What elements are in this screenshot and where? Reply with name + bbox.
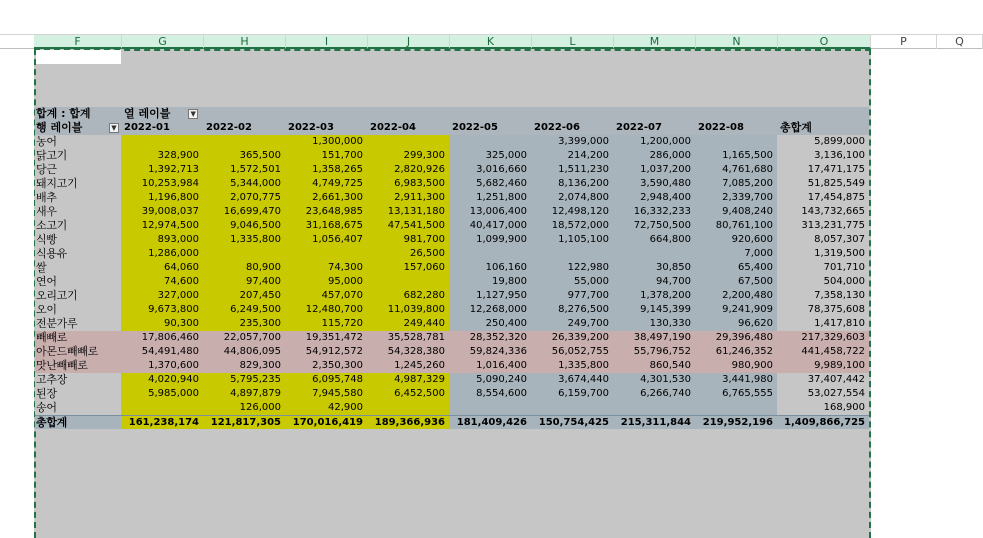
table-row[interactable] <box>35 177 869 191</box>
row-label: 아몬드빼빼로 <box>35 345 121 359</box>
table-row[interactable] <box>35 261 869 275</box>
value-cell[interactable]: 2,661,300 <box>285 191 367 205</box>
value-cell[interactable]: 1,016,400 <box>449 359 531 373</box>
value-cell[interactable]: 6,095,748 <box>285 373 367 387</box>
row-label: 돼지고기 <box>35 177 121 191</box>
value-cell[interactable]: 1,511,230 <box>531 163 613 177</box>
column-header-k[interactable]: K <box>450 35 532 49</box>
value-cell[interactable]: 56,052,755 <box>531 345 613 359</box>
value-cell[interactable]: 65,400 <box>695 261 777 275</box>
value-cell[interactable] <box>203 135 285 149</box>
value-cell[interactable] <box>449 247 531 261</box>
value-cell[interactable]: 5,090,240 <box>449 373 531 387</box>
value-cell[interactable]: 121,817,305 <box>203 415 285 429</box>
row-total-cell[interactable]: 9,989,100 <box>777 359 869 373</box>
value-cell[interactable]: 1,245,260 <box>367 359 449 373</box>
row-label: 농어 <box>35 135 121 149</box>
value-cell[interactable]: 157,060 <box>367 261 449 275</box>
value-cell[interactable]: 1,037,200 <box>613 163 695 177</box>
value-cell[interactable] <box>613 247 695 261</box>
pivot-header-row-1 <box>35 107 869 121</box>
value-cell[interactable]: 5,795,235 <box>203 373 285 387</box>
row-label: 오리고기 <box>35 289 121 303</box>
row-labels-header <box>35 121 121 135</box>
row-total-cell[interactable]: 7,358,130 <box>777 289 869 303</box>
value-cell[interactable]: 23,648,985 <box>285 205 367 219</box>
value-cell[interactable]: 1,358,265 <box>285 163 367 177</box>
value-cell[interactable] <box>531 401 613 415</box>
row-total-cell[interactable]: 504,000 <box>777 275 869 289</box>
value-cell[interactable]: 126,000 <box>203 401 285 415</box>
value-cell[interactable]: 327,000 <box>121 289 203 303</box>
grand-total-row[interactable] <box>35 415 869 429</box>
period-header: 2022-02 <box>203 121 285 135</box>
table-row[interactable] <box>35 345 869 359</box>
row-label: 연어 <box>35 275 121 289</box>
value-cell[interactable]: 55,796,752 <box>613 345 695 359</box>
value-cell[interactable]: 664,800 <box>613 233 695 247</box>
value-cell[interactable]: 1,056,407 <box>285 233 367 247</box>
period-header: 2022-04 <box>367 121 449 135</box>
value-cell[interactable]: 44,806,095 <box>203 345 285 359</box>
value-cell[interactable]: 42,900 <box>285 401 367 415</box>
table-row[interactable] <box>35 289 869 303</box>
value-cell[interactable]: 1,286,000 <box>121 247 203 261</box>
value-cell[interactable]: 38,497,190 <box>613 331 695 345</box>
value-cell[interactable]: 54,491,480 <box>121 345 203 359</box>
value-cell[interactable]: 39,008,037 <box>121 205 203 219</box>
value-cell[interactable]: 6,249,500 <box>203 303 285 317</box>
value-cell[interactable]: 150,754,425 <box>531 415 613 429</box>
value-cell[interactable]: 2,948,400 <box>613 191 695 205</box>
row-total-cell[interactable]: 17,471,175 <box>777 163 869 177</box>
value-cell[interactable]: 74,300 <box>285 261 367 275</box>
value-cell[interactable]: 4,987,329 <box>367 373 449 387</box>
value-cell[interactable]: 9,408,240 <box>695 205 777 219</box>
value-cell[interactable]: 249,440 <box>367 317 449 331</box>
row-total-cell[interactable]: 701,710 <box>777 261 869 275</box>
value-cell[interactable]: 97,400 <box>203 275 285 289</box>
row-total-cell[interactable]: 8,057,307 <box>777 233 869 247</box>
value-cell[interactable]: 40,417,000 <box>449 219 531 233</box>
row-total-cell[interactable]: 441,458,722 <box>777 345 869 359</box>
value-cell[interactable]: 54,328,380 <box>367 345 449 359</box>
table-row[interactable] <box>35 205 869 219</box>
column-header-f[interactable]: F <box>34 35 122 49</box>
value-cell[interactable]: 16,699,470 <box>203 205 285 219</box>
value-cell[interactable]: 4,020,940 <box>121 373 203 387</box>
value-cell[interactable]: 299,300 <box>367 149 449 163</box>
period-header: 2022-01 <box>121 121 203 135</box>
value-cell[interactable]: 3,441,980 <box>695 373 777 387</box>
value-cell[interactable]: 90,300 <box>121 317 203 331</box>
value-cell[interactable]: 1,200,000 <box>613 135 695 149</box>
value-cell[interactable]: 6,452,500 <box>367 387 449 401</box>
value-cell[interactable]: 19,351,472 <box>285 331 367 345</box>
value-cell[interactable]: 8,276,500 <box>531 303 613 317</box>
row-label: 맛난빼빼로 <box>35 359 121 373</box>
value-cell[interactable]: 54,912,572 <box>285 345 367 359</box>
table-row[interactable] <box>35 233 869 247</box>
row-label: 소고기 <box>35 219 121 233</box>
column-header-h[interactable]: H <box>204 35 286 49</box>
row-total-cell[interactable]: 217,329,603 <box>777 331 869 345</box>
value-cell[interactable]: 2,911,300 <box>367 191 449 205</box>
value-cell[interactable]: 30,850 <box>613 261 695 275</box>
value-cell[interactable]: 12,974,500 <box>121 219 203 233</box>
value-cell[interactable]: 17,806,460 <box>121 331 203 345</box>
row-label: 송어 <box>35 401 121 415</box>
value-cell[interactable]: 1,370,600 <box>121 359 203 373</box>
value-cell[interactable]: 3,674,440 <box>531 373 613 387</box>
column-header-bar <box>0 34 983 49</box>
period-header: 2022-08 <box>695 121 777 135</box>
value-cell[interactable]: 6,983,500 <box>367 177 449 191</box>
table-row[interactable] <box>35 219 869 233</box>
value-cell[interactable]: 2,070,775 <box>203 191 285 205</box>
table-row[interactable] <box>35 359 869 373</box>
table-row[interactable] <box>35 317 869 331</box>
grand-total-header: 총합계 <box>777 121 869 135</box>
value-cell[interactable]: 61,246,352 <box>695 345 777 359</box>
value-cell[interactable]: 7,085,200 <box>695 177 777 191</box>
value-cell[interactable]: 161,238,174 <box>121 415 203 429</box>
value-cell[interactable]: 9,046,500 <box>203 219 285 233</box>
column-filter-dropdown-icon[interactable]: ▼ <box>188 109 198 119</box>
row-total-cell[interactable]: 3,136,100 <box>777 149 869 163</box>
table-row[interactable] <box>35 373 869 387</box>
column-header-j[interactable]: J <box>368 35 450 49</box>
value-cell[interactable] <box>121 135 203 149</box>
value-cell[interactable]: 59,824,336 <box>449 345 531 359</box>
value-cell[interactable]: 16,332,233 <box>613 205 695 219</box>
value-cell[interactable]: 115,720 <box>285 317 367 331</box>
value-cell[interactable] <box>367 135 449 149</box>
table-row[interactable] <box>35 387 869 401</box>
table-row[interactable] <box>35 401 869 415</box>
value-cell[interactable]: 1,378,200 <box>613 289 695 303</box>
value-cell[interactable]: 5,682,460 <box>449 177 531 191</box>
value-cell[interactable]: 80,761,100 <box>695 219 777 233</box>
table-row[interactable] <box>35 247 869 261</box>
value-cell[interactable]: 1,105,100 <box>531 233 613 247</box>
column-header-i[interactable]: I <box>286 35 368 49</box>
value-cell[interactable]: 1,300,000 <box>285 135 367 149</box>
value-cell[interactable]: 893,000 <box>121 233 203 247</box>
row-label: 식용유 <box>35 247 121 261</box>
value-cell[interactable]: 13,131,180 <box>367 205 449 219</box>
value-cell[interactable]: 1,251,800 <box>449 191 531 205</box>
table-row[interactable] <box>35 149 869 163</box>
row-label: 당근 <box>35 163 121 177</box>
value-cell[interactable]: 6,765,555 <box>695 387 777 401</box>
row-label: 쌀 <box>35 261 121 275</box>
value-cell[interactable]: 980,900 <box>695 359 777 373</box>
value-cell[interactable]: 18,572,000 <box>531 219 613 233</box>
period-header: 2022-07 <box>613 121 695 135</box>
value-cell[interactable]: 9,145,399 <box>613 303 695 317</box>
value-cell[interactable]: 74,600 <box>121 275 203 289</box>
value-cell[interactable]: 22,057,700 <box>203 331 285 345</box>
value-cell[interactable]: 286,000 <box>613 149 695 163</box>
row-labels-text: 행 레이블 <box>36 121 83 134</box>
value-cell[interactable]: 6,159,700 <box>531 387 613 401</box>
row-total-cell[interactable]: 1,409,866,725 <box>777 415 869 429</box>
column-header-n[interactable]: N <box>696 35 778 49</box>
value-cell[interactable]: 2,200,480 <box>695 289 777 303</box>
row-total-cell[interactable]: 5,899,000 <box>777 135 869 149</box>
value-cell[interactable]: 12,480,700 <box>285 303 367 317</box>
column-header-p[interactable]: P <box>871 35 937 49</box>
value-cell[interactable]: 325,000 <box>449 149 531 163</box>
column-labels-text: 열 레이블 <box>124 107 171 120</box>
value-cell[interactable]: 920,600 <box>695 233 777 247</box>
column-labels-header <box>121 107 869 121</box>
value-cell[interactable]: 4,749,725 <box>285 177 367 191</box>
row-label: 배추 <box>35 191 121 205</box>
value-cell[interactable]: 1,335,800 <box>203 233 285 247</box>
value-cell[interactable]: 682,280 <box>367 289 449 303</box>
pivot-header-row-2 <box>35 121 869 135</box>
table-row[interactable] <box>35 275 869 289</box>
period-header: 2022-03 <box>285 121 367 135</box>
value-cell[interactable]: 4,301,530 <box>613 373 695 387</box>
value-cell[interactable]: 977,700 <box>531 289 613 303</box>
period-header: 2022-05 <box>449 121 531 135</box>
value-cell[interactable]: 981,700 <box>367 233 449 247</box>
value-cell[interactable] <box>531 247 613 261</box>
row-label: 총합계 <box>35 415 121 429</box>
column-header-o[interactable]: O <box>778 35 871 49</box>
value-cell[interactable]: 189,366,936 <box>367 415 449 429</box>
row-total-cell[interactable]: 313,231,775 <box>777 219 869 233</box>
value-cell[interactable]: 1,165,500 <box>695 149 777 163</box>
value-cell[interactable]: 6,266,740 <box>613 387 695 401</box>
row-total-cell[interactable]: 17,454,875 <box>777 191 869 205</box>
value-cell[interactable]: 250,400 <box>449 317 531 331</box>
value-cell[interactable]: 94,700 <box>613 275 695 289</box>
value-cell[interactable] <box>203 247 285 261</box>
value-cell[interactable]: 47,541,500 <box>367 219 449 233</box>
value-cell[interactable]: 96,620 <box>695 317 777 331</box>
row-label: 전분가루 <box>35 317 121 331</box>
value-cell[interactable]: 35,528,781 <box>367 331 449 345</box>
value-cell[interactable]: 170,016,419 <box>285 415 367 429</box>
value-cell[interactable]: 7,945,580 <box>285 387 367 401</box>
value-cell[interactable] <box>285 247 367 261</box>
value-cell[interactable]: 19,800 <box>449 275 531 289</box>
value-cell[interactable]: 1,392,713 <box>121 163 203 177</box>
row-total-cell[interactable]: 53,027,554 <box>777 387 869 401</box>
value-cell[interactable]: 64,060 <box>121 261 203 275</box>
value-cell[interactable]: 130,330 <box>613 317 695 331</box>
value-cell[interactable]: 2,074,800 <box>531 191 613 205</box>
value-cell[interactable] <box>695 135 777 149</box>
value-cell[interactable]: 235,300 <box>203 317 285 331</box>
row-total-cell[interactable]: 1,417,810 <box>777 317 869 331</box>
row-total-cell[interactable]: 51,825,549 <box>777 177 869 191</box>
value-cell[interactable]: 9,241,909 <box>695 303 777 317</box>
value-cell[interactable]: 31,168,675 <box>285 219 367 233</box>
value-cell[interactable]: 3,590,480 <box>613 177 695 191</box>
value-cell[interactable]: 26,500 <box>367 247 449 261</box>
table-row[interactable] <box>35 303 869 317</box>
value-cell[interactable]: 1,572,501 <box>203 163 285 177</box>
value-cell[interactable]: 3,016,660 <box>449 163 531 177</box>
value-cell[interactable]: 72,750,500 <box>613 219 695 233</box>
row-total-cell[interactable]: 143,732,665 <box>777 205 869 219</box>
value-cell[interactable]: 2,820,926 <box>367 163 449 177</box>
value-cell[interactable]: 10,253,984 <box>121 177 203 191</box>
value-cell[interactable]: 1,127,950 <box>449 289 531 303</box>
value-cell[interactable]: 207,450 <box>203 289 285 303</box>
value-cell[interactable]: 219,952,196 <box>695 415 777 429</box>
value-cell[interactable]: 95,000 <box>285 275 367 289</box>
value-cell[interactable]: 249,700 <box>531 317 613 331</box>
value-cell[interactable]: 4,897,879 <box>203 387 285 401</box>
value-cell[interactable]: 80,900 <box>203 261 285 275</box>
row-label: 닭고기 <box>35 149 121 163</box>
value-cell[interactable]: 2,350,300 <box>285 359 367 373</box>
value-cell[interactable]: 4,761,680 <box>695 163 777 177</box>
row-total-cell[interactable]: 1,319,500 <box>777 247 869 261</box>
value-cell[interactable]: 67,500 <box>695 275 777 289</box>
period-header: 2022-06 <box>531 121 613 135</box>
column-header-q[interactable]: Q <box>937 35 983 49</box>
value-cell[interactable]: 215,311,844 <box>613 415 695 429</box>
column-header-m[interactable]: M <box>614 35 696 49</box>
table-row[interactable] <box>35 191 869 205</box>
value-cell[interactable]: 8,554,600 <box>449 387 531 401</box>
value-cell[interactable]: 1,099,900 <box>449 233 531 247</box>
row-total-cell[interactable]: 78,375,608 <box>777 303 869 317</box>
value-cell[interactable]: 214,200 <box>531 149 613 163</box>
row-label: 된장 <box>35 387 121 401</box>
value-cell[interactable] <box>121 401 203 415</box>
row-label: 고추장 <box>35 373 121 387</box>
value-cell[interactable]: 29,396,480 <box>695 331 777 345</box>
row-label: 오이 <box>35 303 121 317</box>
value-cell[interactable]: 5,344,000 <box>203 177 285 191</box>
value-cell[interactable]: 12,268,000 <box>449 303 531 317</box>
value-cell[interactable] <box>449 401 531 415</box>
column-header-g[interactable]: G <box>122 35 204 49</box>
value-cell[interactable]: 328,900 <box>121 149 203 163</box>
value-cell[interactable]: 365,500 <box>203 149 285 163</box>
value-cell[interactable]: 55,000 <box>531 275 613 289</box>
value-cell[interactable]: 11,039,800 <box>367 303 449 317</box>
value-cell[interactable]: 106,160 <box>449 261 531 275</box>
value-cell[interactable]: 13,006,400 <box>449 205 531 219</box>
value-cell[interactable]: 181,409,426 <box>449 415 531 429</box>
value-cell[interactable] <box>367 401 449 415</box>
value-cell[interactable]: 7,000 <box>695 247 777 261</box>
value-cell[interactable]: 1,196,800 <box>121 191 203 205</box>
value-cell[interactable]: 5,985,000 <box>121 387 203 401</box>
table-row[interactable] <box>35 331 869 345</box>
table-row[interactable] <box>35 135 869 149</box>
row-label: 새우 <box>35 205 121 219</box>
empty-cell[interactable] <box>36 50 121 64</box>
value-cell[interactable]: 9,673,800 <box>121 303 203 317</box>
value-cell[interactable]: 3,399,000 <box>531 135 613 149</box>
value-cell[interactable]: 457,070 <box>285 289 367 303</box>
value-cell[interactable]: 26,339,200 <box>531 331 613 345</box>
row-total-cell[interactable]: 168,900 <box>777 401 869 415</box>
value-cell[interactable]: 122,980 <box>531 261 613 275</box>
value-cell[interactable]: 8,136,200 <box>531 177 613 191</box>
value-cell[interactable] <box>367 275 449 289</box>
column-header-l[interactable]: L <box>532 35 614 49</box>
value-cell[interactable] <box>695 401 777 415</box>
row-total-cell[interactable]: 37,407,442 <box>777 373 869 387</box>
value-cell[interactable]: 28,352,320 <box>449 331 531 345</box>
value-cell[interactable]: 829,300 <box>203 359 285 373</box>
value-cell[interactable]: 151,700 <box>285 149 367 163</box>
pivot-corner-label: 합계 : 합계 <box>35 107 121 121</box>
row-label: 빼빼로 <box>35 331 121 345</box>
value-cell[interactable] <box>613 401 695 415</box>
value-cell[interactable]: 860,540 <box>613 359 695 373</box>
row-filter-dropdown-icon[interactable]: ▼ <box>109 123 119 133</box>
value-cell[interactable]: 2,339,700 <box>695 191 777 205</box>
value-cell[interactable]: 12,498,120 <box>531 205 613 219</box>
value-cell[interactable] <box>449 135 531 149</box>
toolbar-area <box>0 0 983 25</box>
value-cell[interactable]: 1,335,800 <box>531 359 613 373</box>
row-label: 식빵 <box>35 233 121 247</box>
table-row[interactable] <box>35 163 869 177</box>
